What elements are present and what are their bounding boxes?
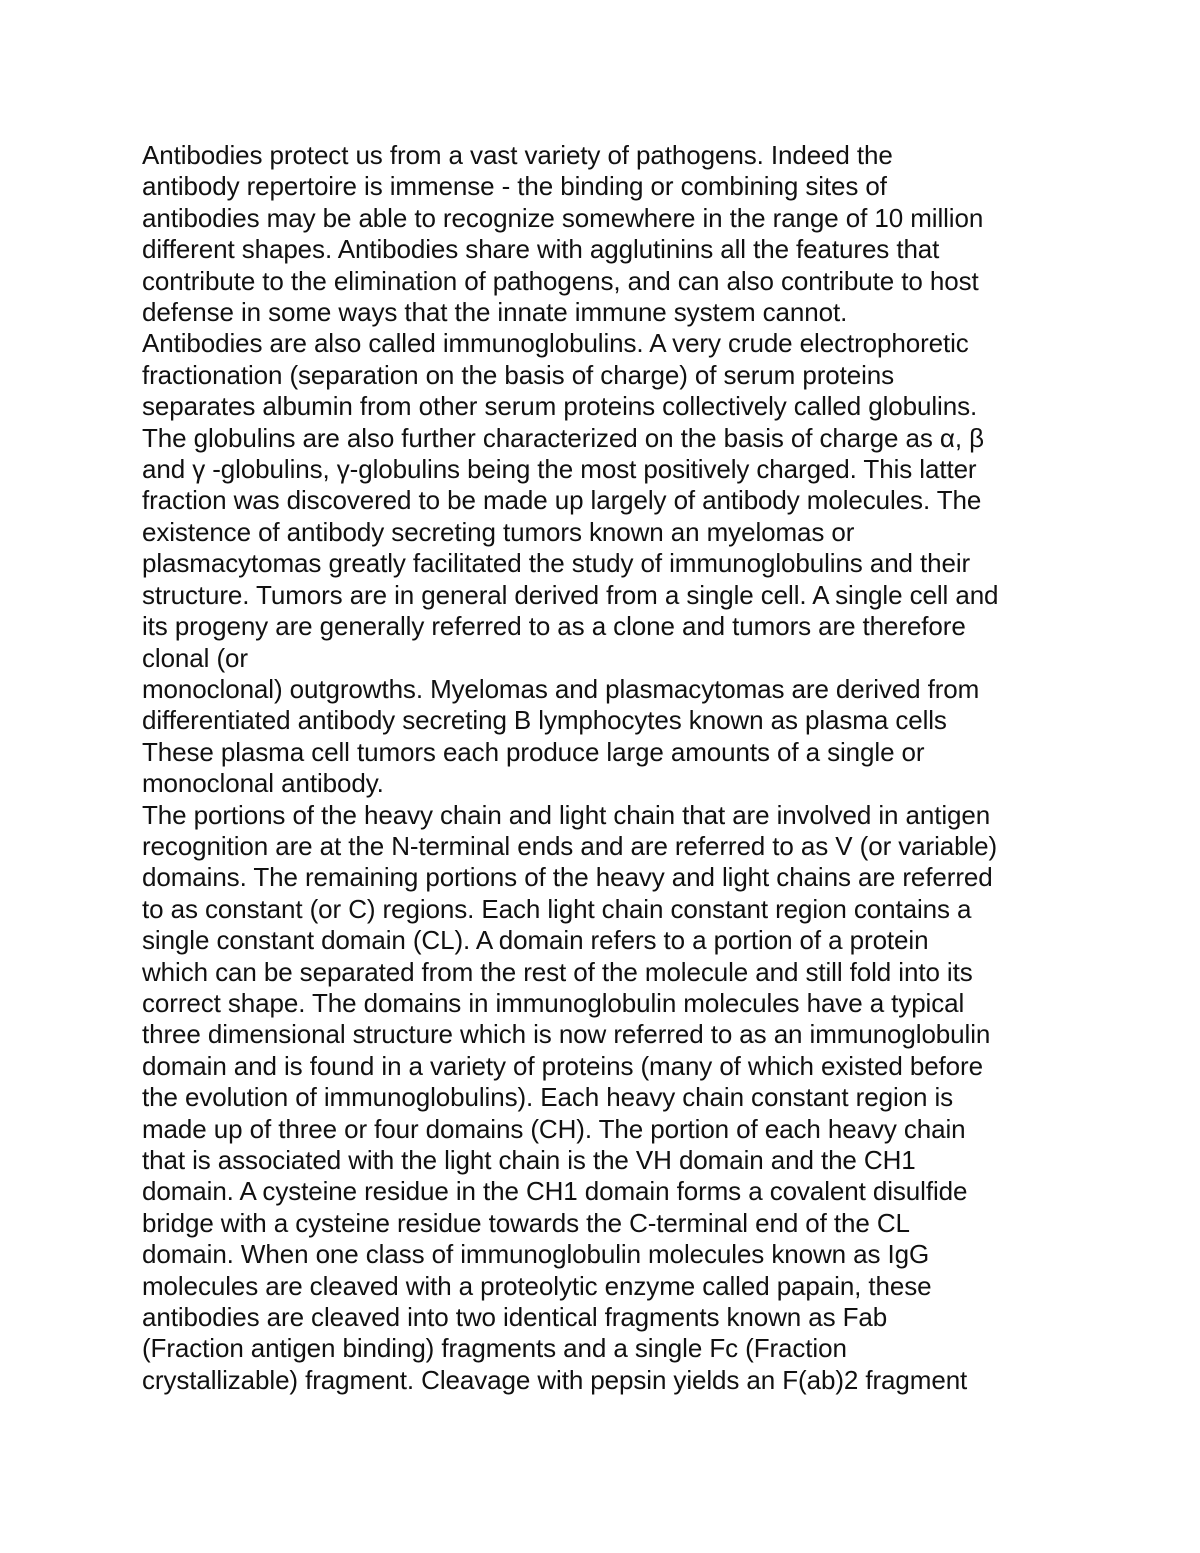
text-line: antibody repertoire is immense - the binding or combining sites of — [142, 171, 887, 202]
text-line: molecules are cleaved with a proteolytic enzyme called papain, these — [142, 1270, 932, 1301]
text-line: to as constant (or C) regions. Each light chain constant region contains a — [142, 893, 972, 924]
text-line: and γ -globulins, γ-globulins being the most positively charged. This latter — [142, 454, 977, 485]
text-line: three dimensional structure which is now referred to as an immunoglobulin — [142, 1019, 991, 1050]
text-line: which can be separated from the rest of the molecule and still fold into its — [142, 956, 973, 987]
text-line: domain. When one class of immunoglobulin molecules known as IgG — [142, 1239, 930, 1270]
text-line: the evolution of immunoglobulins). Each heavy chain constant region is — [142, 1082, 954, 1113]
text-line: plasmacytomas greatly facilitated the study of immunoglobulins and their — [142, 548, 971, 579]
text-line: defense in some ways that the innate immune system cannot. — [142, 297, 848, 328]
text-line: fraction was discovered to be made up largely of antibody molecules. The — [142, 485, 982, 516]
text-line: Antibodies are also called immunoglobulins. A very crude electrophoretic — [142, 328, 969, 359]
text-line: made up of three or four domains (CH). The portion of each heavy chain — [142, 1113, 966, 1144]
text-line: antibodies may be able to recognize somewhere in the range of 10 million — [142, 202, 984, 233]
text-line: domain and is found in a variety of proteins (many of which existed before — [142, 1050, 983, 1081]
text-line: fractionation (separation on the basis of charge) of serum proteins — [142, 359, 895, 390]
text-line: monoclonal antibody. — [142, 768, 384, 799]
text-line: domains. The remaining portions of the heavy and light chains are referred — [142, 862, 993, 893]
text-line: existence of antibody secreting tumors known an myelomas or — [142, 516, 855, 547]
text-line: domain. A cysteine residue in the CH1 domain forms a covalent disulfide — [142, 1176, 968, 1207]
text-line: antibodies are cleaved into two identical fragments known as Fab — [142, 1302, 888, 1333]
text-line: These plasma cell tumors each produce large amounts of a single or — [142, 736, 925, 767]
text-line: correct shape. The domains in immunoglobulin molecules have a typical — [142, 987, 965, 1018]
text-line: structure. Tumors are in general derived from a single cell. A single cell and — [142, 579, 999, 610]
text-line: crystallizable) fragment. Cleavage with pepsin yields an F(ab)2 fragment — [142, 1364, 968, 1395]
text-line: separates albumin from other serum proteins collectively called globulins. — [142, 391, 978, 422]
text-line: clonal (or — [142, 642, 248, 673]
text-line: Antibodies protect us from a vast variety of pathogens. Indeed the — [142, 140, 893, 170]
text-line: The globulins are also further characterized on the basis of charge as α, β — [142, 422, 984, 453]
text-line: contribute to the elimination of pathogens, and can also contribute to host — [142, 265, 979, 296]
text-line: different shapes. Antibodies share with agglutinins all the features that — [142, 234, 940, 265]
text-line: (Fraction antigen binding) fragments and a single Fc (Fraction — [142, 1333, 847, 1364]
text-line: differentiated antibody secreting B lymphocytes known as plasma cells — [142, 705, 947, 736]
text-line: bridge with a cysteine residue towards the C-terminal end of the CL — [142, 1207, 910, 1238]
text-line: that is associated with the light chain is the VH domain and the CH1 — [142, 1145, 916, 1175]
text-line: monoclonal) outgrowths. Myelomas and plasmacytomas are derived from — [142, 673, 980, 704]
text-line: recognition are at the N-terminal ends and are referred to as V (or variable) — [142, 830, 998, 861]
body-text — [142, 140, 1102, 1396]
text-line: its progeny are generally referred to as a clone and tumors are therefore — [142, 611, 966, 642]
text-line: The portions of the heavy chain and light chain that are involved in antigen — [142, 799, 991, 830]
text-line: single constant domain (CL). A domain refers to a portion of a protein — [142, 925, 929, 956]
